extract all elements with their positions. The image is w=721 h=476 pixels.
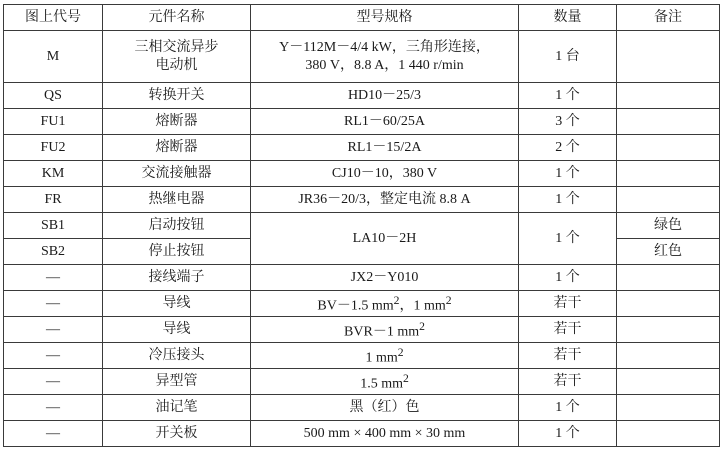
header-code: 图上代号 [4, 5, 103, 31]
table-row [4, 161, 720, 187]
cell-note [617, 109, 720, 135]
cell-code: FU1 [4, 109, 103, 135]
spec-superscript: 2 [402, 371, 409, 385]
cell-spec: JR36－20/3，整定电流 8.8 A [251, 187, 519, 213]
table-row [4, 291, 720, 317]
cell-name: 热继电器 [103, 187, 251, 213]
cell-qty: 1 个 [519, 265, 617, 291]
cell-spec-line: Y－112M－4/4 kW，三角形连接， [279, 39, 490, 55]
table-row [4, 109, 720, 135]
table-row [4, 317, 720, 343]
cell-note [617, 421, 720, 447]
spec-superscript: 2 [445, 293, 452, 307]
cell-code: — [4, 395, 103, 421]
cell-spec [251, 31, 519, 83]
table-header-row [4, 5, 720, 31]
cell-code: — [4, 265, 103, 291]
spec-text: BV－1.5 mm [317, 298, 394, 314]
cell-note [617, 83, 720, 109]
cell-qty: 1 台 [519, 31, 617, 83]
cell-name-line: 三相交流异步 [134, 39, 219, 55]
table-row [4, 187, 720, 213]
cell-note [617, 265, 720, 291]
cell-code: FR [4, 187, 103, 213]
cell-qty: 3 个 [519, 109, 617, 135]
cell-name: 导线 [103, 291, 251, 317]
table-row [4, 395, 720, 421]
cell-spec-line: 380 V，8.8 A，1 440 r/min [305, 57, 464, 73]
cell-code: — [4, 343, 103, 369]
cell-name: 异型管 [103, 369, 251, 395]
table-row [4, 369, 720, 395]
cell-spec [251, 291, 519, 317]
cell-qty: 1 个 [519, 161, 617, 187]
cell-spec-merged: LA10－2H [251, 213, 519, 265]
cell-name: 油记笔 [103, 395, 251, 421]
cell-note [617, 369, 720, 395]
cell-note [617, 291, 720, 317]
table-row [4, 265, 720, 291]
cell-code: — [4, 317, 103, 343]
header-spec: 型号规格 [251, 5, 519, 31]
cell-spec: CJ10－10，380 V [251, 161, 519, 187]
cell-code: SB2 [4, 239, 103, 265]
spec-text: BVR－1 mm [344, 324, 420, 340]
header-name: 元件名称 [103, 5, 251, 31]
cell-qty-merged: 1 个 [519, 213, 617, 265]
cell-spec [251, 343, 519, 369]
cell-code: — [4, 421, 103, 447]
cell-name: 交流接触器 [103, 161, 251, 187]
cell-note [617, 135, 720, 161]
cell-qty: 1 个 [519, 395, 617, 421]
table-row [4, 343, 720, 369]
cell-spec: RL1－60/25A [251, 109, 519, 135]
cell-name: 转换开关 [103, 83, 251, 109]
cell-spec: 黑（红）色 [251, 395, 519, 421]
cell-code: — [4, 291, 103, 317]
parts-list-table [3, 4, 720, 447]
spec-text: 1 mm [365, 350, 398, 366]
cell-qty: 若干 [519, 317, 617, 343]
cell-note [617, 317, 720, 343]
header-qty: 数量 [519, 5, 617, 31]
parts-list-table-container [3, 4, 720, 447]
spec-superscript: 2 [419, 319, 425, 333]
spec-text: 1.5 mm [360, 376, 403, 392]
cell-name: 冷压接头 [103, 343, 251, 369]
cell-name: 熔断器 [103, 135, 251, 161]
cell-qty: 1 个 [519, 187, 617, 213]
cell-spec: 500 mm × 400 mm × 30 mm [251, 421, 519, 447]
header-note: 备注 [617, 5, 720, 31]
cell-note: 红色 [617, 239, 720, 265]
cell-note [617, 161, 720, 187]
spec-superscript: 2 [397, 345, 404, 359]
table-row [4, 213, 720, 239]
table-row [4, 83, 720, 109]
table-row [4, 135, 720, 161]
cell-qty: 若干 [519, 369, 617, 395]
table-row [4, 31, 720, 83]
cell-qty: 2 个 [519, 135, 617, 161]
spec-superscript: 2 [393, 293, 400, 307]
cell-spec: RL1－15/2A [251, 135, 519, 161]
cell-name [103, 31, 251, 83]
cell-qty: 1 个 [519, 83, 617, 109]
cell-note [617, 31, 720, 83]
cell-name: 导线 [103, 317, 251, 343]
cell-code: QS [4, 83, 103, 109]
cell-name: 停止按钮 [103, 239, 251, 265]
table-row [4, 421, 720, 447]
cell-name-line: 电动机 [155, 57, 198, 73]
cell-note: 绿色 [617, 213, 720, 239]
cell-name: 开关板 [103, 421, 251, 447]
cell-spec: HD10－25/3 [251, 83, 519, 109]
cell-code: KM [4, 161, 103, 187]
cell-code: FU2 [4, 135, 103, 161]
cell-qty: 若干 [519, 291, 617, 317]
cell-note [617, 395, 720, 421]
cell-name: 启动按钮 [103, 213, 251, 239]
cell-note [617, 343, 720, 369]
cell-qty: 1 个 [519, 421, 617, 447]
cell-name: 熔断器 [103, 109, 251, 135]
cell-note [617, 187, 720, 213]
cell-code: SB1 [4, 213, 103, 239]
cell-code: — [4, 369, 103, 395]
cell-spec [251, 369, 519, 395]
spec-text: ，1 mm [399, 298, 446, 314]
cell-code: M [4, 31, 103, 83]
cell-qty: 若干 [519, 343, 617, 369]
cell-spec: JX2－Y010 [251, 265, 519, 291]
cell-name: 接线端子 [103, 265, 251, 291]
cell-spec [251, 317, 519, 343]
